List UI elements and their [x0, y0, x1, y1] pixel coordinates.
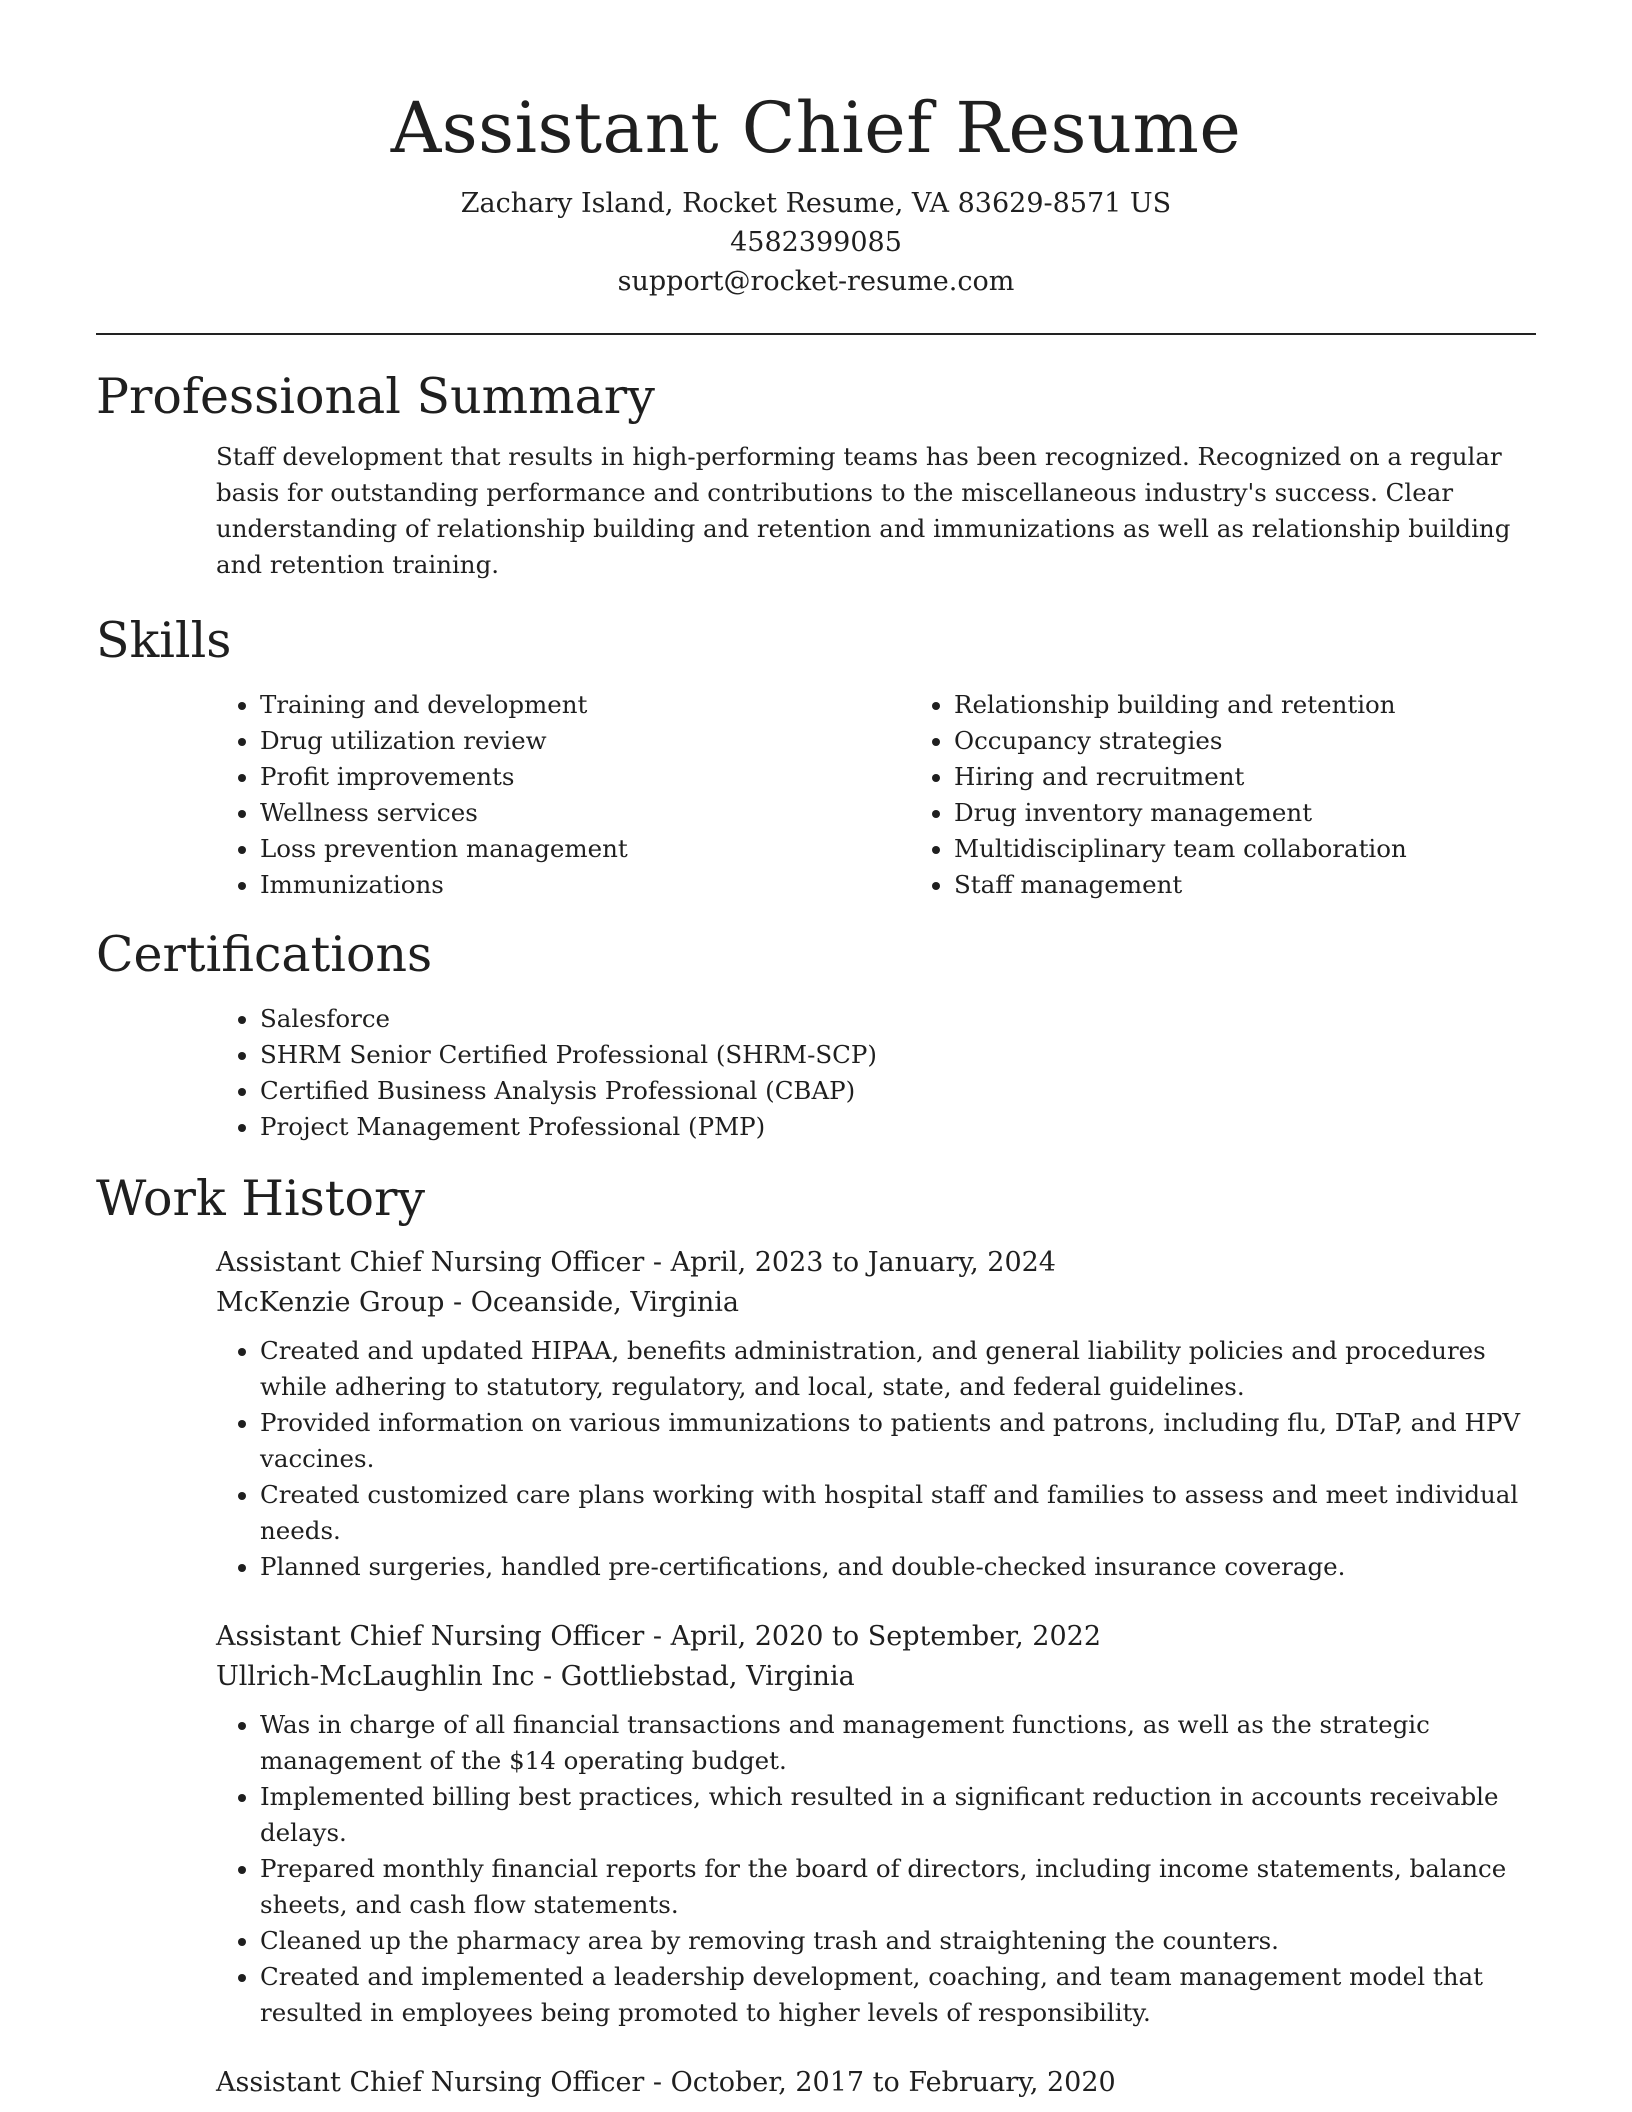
summary-text: Staff development that results in high-performing teams has been recognized. Recognized on a regular basis for outstanding performance and contributions to the miscellaneous industry's success. Clear understanding of relationship building and retention and immunizations as well as relationship building and retention training.: [216, 442, 1511, 579]
skills-section: [96, 609, 1536, 903]
job-bullet: • Created and implemented a leadership development, coaching, and team management model that resulted in employees being promoted to higher levels of responsibility.: [260, 1959, 1536, 2031]
resume-header: [96, 0, 1536, 301]
job-entry: [216, 1617, 1536, 2031]
certification-item: • Salesforce: [260, 1001, 1536, 1037]
job-bullets: [216, 1707, 1536, 2031]
section-heading-summary: Professional Summary: [96, 368, 655, 425]
skill-item: • Wellness services: [260, 795, 910, 831]
professional-summary-section: [96, 365, 1536, 583]
skills-list-right: [910, 687, 1604, 903]
resume-body: [96, 0, 1536, 2103]
job-bullet: • Created and updated HIPAA, benefits administration, and general liability policies and procedures while adhering to statutory, regulatory, and local, state, and federal guidelines.: [260, 1333, 1536, 1405]
skill-item: • Training and development: [260, 687, 910, 723]
skills-grid: [216, 687, 1536, 903]
job-title-line: Assistant Chief Nursing Officer - April, 2020 to September, 2022: [216, 1621, 1102, 1652]
skill-item: • Loss prevention management: [260, 831, 910, 867]
job-entry: [216, 1243, 1536, 1585]
job-company-line: Ullrich-McLaughlin Inc - Gottliebstad, Virginia: [216, 1661, 855, 1692]
job-bullet: • Cleaned up the pharmacy area by removing trash and straightening the counters.: [260, 1923, 1536, 1959]
work-history-section: [96, 1167, 1536, 2103]
skill-item: • Staff management: [954, 867, 1604, 903]
skills-list-left: [216, 687, 910, 903]
contact-email: support@rocket-resume.com: [617, 266, 1015, 297]
certification-item: • Project Management Professional (PMP): [260, 1109, 1536, 1145]
contact-address: Zachary Island, Rocket Resume, VA 83629-8571 US: [460, 188, 1172, 219]
skill-item: • Hiring and recruitment: [954, 759, 1604, 795]
certifications-section: [96, 923, 1536, 1145]
job-bullet: • Implemented billing best practices, which resulted in a significant reduction in accounts receivable delays.: [260, 1779, 1536, 1851]
job-bullet: • Prepared monthly financial reports for the board of directors, including income statements, balance sheets, and cash flow statements.: [260, 1851, 1536, 1923]
skill-item: • Drug inventory management: [954, 795, 1604, 831]
job-bullet: • Created customized care plans working with hospital staff and families to assess and meet individual needs.: [260, 1477, 1536, 1549]
certifications-list: [216, 1001, 1536, 1145]
certification-item: • Certified Business Analysis Professional (CBAP): [260, 1073, 1536, 1109]
header-divider: [96, 333, 1536, 335]
resume-title: Assistant Chief Resume: [390, 87, 1242, 169]
skill-item: • Relationship building and retention: [954, 687, 1604, 723]
certification-item: • SHRM Senior Certified Professional (SHRM-SCP): [260, 1037, 1536, 1073]
job-entry: [216, 2063, 1536, 2103]
skill-item: • Immunizations: [260, 867, 910, 903]
section-heading-skills: Skills: [96, 612, 232, 669]
job-bullets: [216, 1333, 1536, 1585]
job-bullet: • Was in charge of all financial transactions and management functions, as well as the strategic management of the $14 operating budget.: [260, 1707, 1536, 1779]
section-heading-certifications: Certifications: [96, 926, 433, 983]
job-title-line: Assistant Chief Nursing Officer - October, 2017 to February, 2020: [216, 2067, 1116, 2098]
contact-block: [96, 184, 1536, 301]
skill-item: • Drug utilization review: [260, 723, 910, 759]
job-bullet: • Provided information on various immunizations to patients and patrons, including flu, DTaP, and HPV vaccines.: [260, 1405, 1536, 1477]
job-title-line: Assistant Chief Nursing Officer - April, 2023 to January, 2024: [216, 1247, 1056, 1278]
job-company-line: McKenzie Group - Oceanside, Virginia: [216, 1287, 739, 1318]
skill-item: • Occupancy strategies: [954, 723, 1604, 759]
skill-item: • Profit improvements: [260, 759, 910, 795]
skill-item: • Multidisciplinary team collaboration: [954, 831, 1604, 867]
contact-phone: 4582399085: [730, 227, 902, 258]
job-bullet: • Planned surgeries, handled pre-certifications, and double-checked insurance coverage.: [260, 1549, 1536, 1585]
section-heading-work: Work History: [96, 1170, 426, 1227]
